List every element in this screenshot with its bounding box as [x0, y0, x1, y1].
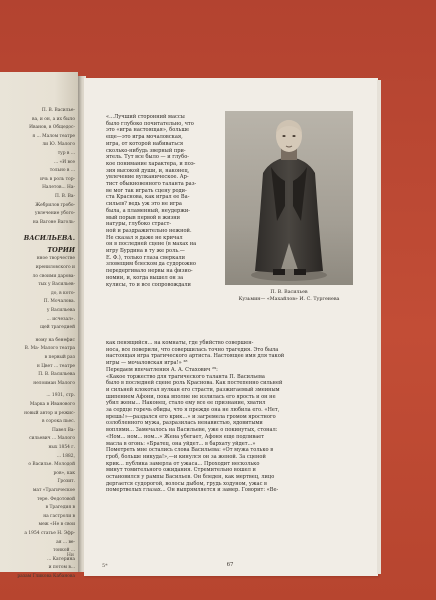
left-page-footer: Ни: [66, 553, 74, 558]
left-page-line: тере. Федотовой: [37, 496, 75, 502]
column-text-line: мый порыв первой в жизни: [106, 214, 181, 221]
left-page-line: ... «И все: [53, 159, 75, 165]
column-text-line: кое понимание характера, и поэ-: [106, 160, 196, 167]
left-page-line: ва, и он, а их было: [32, 116, 75, 122]
body-text-line: шипением Афони, пока вполне не излилась его ярость и он не: [106, 393, 276, 400]
left-page-line: о Василье. Молодой: [28, 462, 75, 468]
column-text-line: ятель. Тут все было — и глубо-: [106, 154, 190, 161]
left-page-line: до, в кото-: [51, 290, 75, 296]
right-page: [84, 78, 378, 576]
column-text-line: кулисы, то и все сопровождали: [106, 281, 191, 288]
left-page-line: ирениловского и: [35, 265, 75, 270]
column-text-line: зловещим блеском да судорожно: [106, 261, 196, 268]
column-text-line: натуры, глубоко страст-: [106, 221, 172, 228]
left-page-line: н Цвет ... театре: [36, 363, 75, 369]
left-page-line: Марка в Иванового: [29, 402, 75, 407]
full-width-text: [106, 340, 374, 494]
left-page-line: разам Гликова Кабанова: [17, 574, 75, 579]
left-page-line: П. Мочалова.: [43, 299, 75, 305]
body-text-line: масла в огонь: «Братец, она уйдет... в бархату уйдет...»: [106, 440, 256, 447]
column-text-line: он в последней сцене (в махах на: [106, 241, 197, 248]
left-page-line: Налетов... На-: [42, 185, 75, 191]
left-page-line: сильевич ... Малого: [29, 436, 75, 442]
portrait-image: [225, 111, 353, 285]
column-text-line: Е. Ф.), только глаза сверкали: [106, 254, 186, 261]
column-text-line: было глубоко почитательно, что: [106, 120, 194, 127]
left-page-line: ров», как: [53, 470, 75, 476]
column-text-line: увлечение вулканическое. Ар-: [106, 174, 189, 181]
column-text-line: передергивало нервы на физио-: [106, 268, 193, 275]
body-text-line: дергается судорогой, волосы дыбом, грудь ходуном, ужас в: [106, 480, 267, 487]
left-page-line: нное творчестве: [36, 256, 75, 262]
column-text-line: сильев? ведь уж это не игра: [106, 201, 182, 208]
body-text-line: как пенящийся... на комнаты, где убийство совершен-: [106, 340, 254, 346]
left-page-line: в Трагедия в: [45, 505, 75, 511]
left-page-line: ая ... ве-: [56, 539, 75, 545]
left-page-line: ... 1882,: [56, 453, 75, 459]
left-page-line: Павел Ва-: [51, 427, 75, 433]
body-text-line: остановился у рампы Васильев. Он бледен, как мертвец, лицо: [106, 474, 275, 481]
left-page-line: в сорока пьес.: [42, 419, 75, 425]
body-text-line: врешь!»—раздался его крик...» и загремела громом яростного: [106, 413, 276, 420]
body-text-line: носа, все поверили, что совершилась точно трагедия. Это была: [106, 346, 279, 353]
left-page-line: ных 1854 г.: [48, 445, 75, 450]
left-page-line: щей трагедией: [40, 325, 75, 331]
column-text-line: игру Бурдина в ту же роль.—: [106, 248, 185, 255]
left-page-line: и потом в...: [48, 565, 75, 571]
left-page-line: новый автор и режис-: [24, 410, 75, 416]
left-page-line: тур в ...: [57, 151, 75, 156]
column-text-line: номии, и, когда вышел он за: [106, 274, 184, 281]
column-text-line: еще—это игра мочаловская,: [106, 134, 183, 141]
column-text: [106, 114, 224, 288]
column-text-line: Не сказал я даже не кричал: [106, 234, 183, 241]
column-text-line: ной и раздражительно нежной.: [106, 227, 192, 234]
left-page-line: ли Ю. Малого: [42, 142, 75, 148]
body-text-line: за сердце горечь обиды, что я прежде она не любила его. «Нет,: [106, 407, 280, 414]
body-text-line: воплями... Замечалось на Васильеве, уже о покинутых, стонал:: [106, 427, 278, 434]
left-page-line: я ... Малом театре: [32, 133, 75, 139]
left-page-text: [0, 72, 78, 579]
left-page-line: у Васильева: [46, 308, 75, 313]
left-page-line: Жебрилов гробо-: [35, 202, 75, 208]
left-page-line: увлечение убого-: [34, 211, 75, 217]
left-page-line: на Вагоне Ваголь-: [32, 219, 75, 225]
left-page-line: ... Катерина: [47, 556, 75, 562]
left-page-line: ... 1931, стр.: [46, 393, 75, 399]
left-page-line: ло своими дарова-: [32, 273, 75, 279]
left-page-line: ному на бенефис: [35, 337, 75, 343]
signature-mark: 5*: [102, 563, 108, 569]
left-page-heading: ТОРИИ: [47, 246, 75, 255]
left-page-line: а 1954 статье Н. Эфр-: [24, 531, 75, 536]
left-page-line: Грозит.: [57, 479, 75, 485]
body-text-line: убил жены... Наконец, стало ему все ее признание, хватил: [106, 400, 266, 407]
body-text-line: было в последней сцене роль Краснова. Как постепенно сильней: [106, 380, 283, 387]
caption-line: П. В. Васильев: [270, 290, 308, 295]
page-edge: [377, 80, 381, 574]
left-page-line: меж «Не в свои: [38, 522, 75, 528]
column-text-line: ста Краснова, как играл ее Ва-: [106, 194, 190, 201]
left-page-heading: ВАСИЛЬЕВА.: [23, 234, 75, 243]
body-text-line: и сильней клокотал вулкан его страсти, разжигаемый змеиным: [106, 386, 280, 393]
caption-line: Кузьмин— «Махайлов» И. С. Тургенева: [238, 296, 340, 302]
left-page-line: В. Ма- Малого театра: [24, 346, 75, 352]
body-text-line: «Какое торжество для трагического таланта П. Васильева: [106, 373, 265, 380]
body-text-line: настоящая игра трагического артиста. Настоящее имя для такой: [106, 353, 285, 360]
body-text-line: Пометреть мне остались слова Васильева: «От мужа только в: [106, 447, 274, 454]
page-number: 67: [226, 562, 234, 568]
column-text-line: сколько-нибудь зверный при-: [106, 147, 186, 154]
left-page-line: ичь в роль тор-: [40, 176, 75, 182]
left-page-line: тонкой ...: [53, 548, 75, 554]
photo-caption: [220, 290, 358, 303]
body-text-line: минут томительного ожидания. Стремительно вошел и: [106, 467, 256, 474]
body-text-line: помертвелых глазах... Он выпрямляется и замер. Говорит: «Ве-: [106, 487, 279, 494]
left-page: [0, 72, 78, 579]
body-text-line: гроб, больше никуда!»,—и кинулся он за женой. За сценой: [106, 453, 266, 460]
column-text-line: зия высокой души, и, наконец,: [106, 167, 190, 174]
column-text-line: тист обыкновенного таланта раз-: [106, 181, 197, 188]
column-text-line: это «игра настоящая», больше: [106, 127, 190, 134]
left-page-line: нелоиман Малого: [33, 380, 75, 386]
left-page-line: П. В. Ва-: [55, 194, 75, 199]
column-text-line: «...Лучший сторонний массы: [106, 114, 185, 120]
body-text-line: озлобленного мужа, разразилась ненавистью, ядовитыми: [106, 420, 263, 427]
left-page-line: на гастроли в: [43, 513, 75, 519]
left-page-line: Иванов, в Общедос-: [29, 125, 75, 131]
left-page-line: тых у Васильев-: [38, 282, 75, 288]
portrait-photo: [225, 111, 353, 285]
left-page-line: мат «Трагическое: [32, 488, 75, 493]
column-text-line: ве мог так играть сцену роди-: [106, 187, 187, 194]
body-text-line: «Ном... ном... ном...» Жена убегает, Афоня еще подливает: [106, 433, 265, 440]
left-page-line: ... исчезал».: [46, 316, 75, 322]
left-page-line: в первый раз: [44, 355, 75, 360]
column-text-line: была, а пламенный, неудержи-: [106, 207, 191, 214]
left-page-line: П. В. Василье-: [41, 108, 75, 113]
body-text-line: крик... публика замерла от ужаса... Проходит несколько: [106, 460, 260, 467]
left-page-line: тольно в ...: [49, 168, 75, 174]
body-text-line: игры — мочаловская игра!» ²⁸: [106, 360, 188, 367]
left-page-line: П. В. Васильева: [38, 372, 75, 378]
column-text-line: игра, от которой набиваться: [106, 140, 184, 147]
body-text-line: Передаем впечатления А. А. Стахович ²⁹:: [106, 366, 218, 373]
